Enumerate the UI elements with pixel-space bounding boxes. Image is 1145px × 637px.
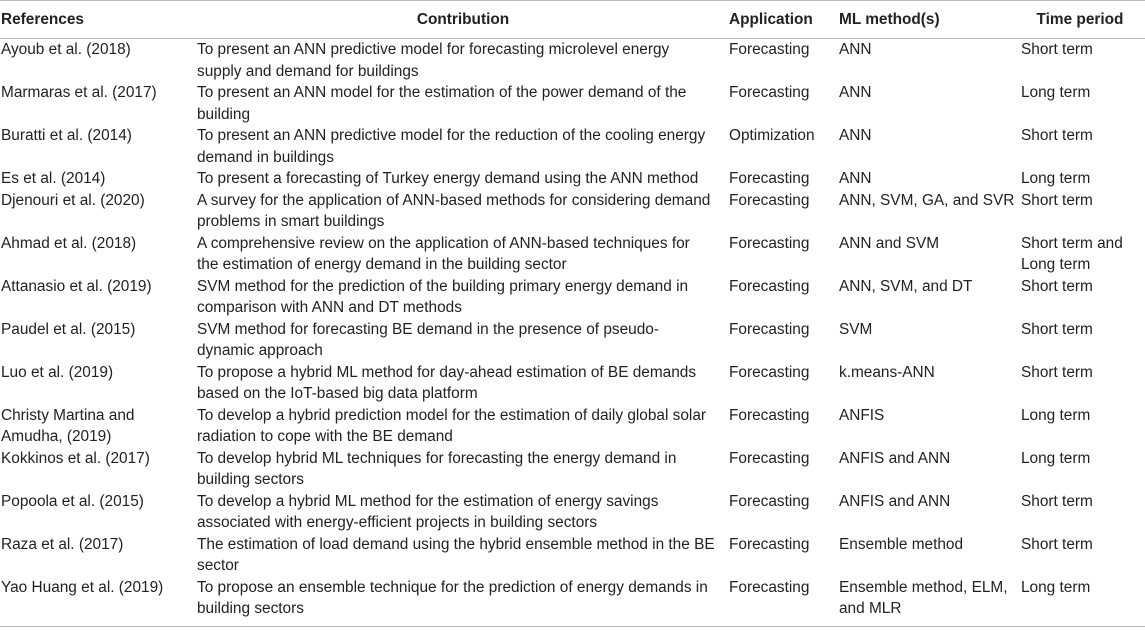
cell-reference: Es et al. (2014) bbox=[1, 170, 106, 187]
cell-ml-method: ANFIS and ANN bbox=[839, 492, 951, 510]
cell-reference: Yao Huang et al. (2019) bbox=[0, 577, 197, 627]
cell-contribution: To develop a hybrid ML method for the estimation of energy savings associated with energy-efficient projects in building sectors bbox=[197, 492, 659, 531]
cell-application: Optimization bbox=[729, 127, 815, 144]
table-row bbox=[0, 190, 1145, 233]
cell-time-period: Long term bbox=[1021, 577, 1145, 627]
cell-reference: Popoola et al. (2015) bbox=[1, 492, 144, 510]
cell-reference: Luo et al. (2019) bbox=[1, 363, 114, 381]
cell-time-period: Long term bbox=[1021, 84, 1091, 101]
table-row bbox=[0, 405, 1145, 448]
cell-contribution: To present an ANN predictive model for the reduction of the cooling energy demand in buildings bbox=[197, 127, 706, 166]
cell-reference: Ayoub et al. (2018) bbox=[1, 41, 131, 58]
cell-time-period: Long term bbox=[1021, 170, 1091, 187]
table-row bbox=[0, 448, 1145, 491]
cell-application: Forecasting bbox=[729, 320, 810, 338]
cell-time-period: Long term bbox=[1021, 449, 1091, 467]
table-row bbox=[0, 125, 1145, 168]
cell-application: Forecasting bbox=[729, 84, 810, 101]
table-row bbox=[0, 362, 1145, 405]
cell-application: Forecasting bbox=[729, 535, 810, 553]
cell-application: Forecasting bbox=[729, 406, 810, 424]
cell-time-period: Short term bbox=[1021, 535, 1093, 553]
header-ml-methods: ML method(s) bbox=[834, 1, 1021, 39]
header-application: Application bbox=[729, 1, 834, 39]
table-row bbox=[0, 276, 1145, 319]
table-row bbox=[0, 534, 1145, 577]
cell-time-period: Short term bbox=[1021, 41, 1093, 58]
cell-application: Forecasting bbox=[729, 492, 810, 510]
cell-contribution: SVM method for forecasting BE demand in the presence of pseudo-dynamic approach bbox=[197, 320, 659, 359]
cell-application: Forecasting bbox=[729, 577, 834, 627]
cell-reference: Raza et al. (2017) bbox=[1, 535, 124, 553]
cell-ml-method: ANN and SVM bbox=[839, 234, 940, 252]
cell-application: Forecasting bbox=[729, 234, 810, 252]
table-row bbox=[0, 491, 1145, 534]
cell-ml-method: ANN bbox=[839, 170, 872, 187]
header-references: References bbox=[0, 1, 197, 39]
header-contribution: Contribution bbox=[197, 1, 729, 39]
cell-contribution: To develop a hybrid prediction model for the estimation of daily global solar radiation to cope with the BE demand bbox=[197, 406, 707, 445]
cell-application: Forecasting bbox=[729, 277, 810, 295]
cell-contribution: To propose a hybrid ML method for day-ahead estimation of BE demands based on the IoT-based big data platform bbox=[197, 363, 697, 402]
header-time-period: Time period bbox=[1021, 1, 1145, 39]
cell-time-period: Short term bbox=[1021, 277, 1093, 295]
cell-time-period: Short term bbox=[1021, 191, 1093, 209]
table-row bbox=[0, 233, 1145, 276]
cell-contribution: SVM method for the prediction of the building primary energy demand in comparison with ANN and DT methods bbox=[197, 277, 689, 316]
cell-contribution: A survey for the application of ANN-based methods for considering demand problems in smart buildings bbox=[197, 191, 711, 230]
cell-contribution: To present an ANN predictive model for forecasting microlevel energy supply and demand for buildings bbox=[197, 41, 670, 80]
cell-ml-method: ANN, SVM, GA, and SVR bbox=[839, 191, 1015, 209]
cell-ml-method: SVM bbox=[839, 320, 873, 338]
cell-time-period: Long term bbox=[1021, 406, 1091, 424]
cell-reference: Kokkinos et al. (2017) bbox=[1, 449, 150, 467]
cell-application: Forecasting bbox=[729, 363, 810, 381]
cell-application: Forecasting bbox=[729, 449, 810, 467]
cell-ml-method: Ensemble method bbox=[839, 535, 964, 553]
cell-time-period: Short term bbox=[1021, 127, 1093, 144]
cell-reference: Paudel et al. (2015) bbox=[1, 320, 136, 338]
cell-application: Forecasting bbox=[729, 170, 810, 187]
cell-reference: Buratti et al. (2014) bbox=[1, 127, 132, 144]
cell-contribution: To propose an ensemble technique for the prediction of energy demands in building sectors bbox=[197, 577, 729, 627]
cell-reference: Djenouri et al. (2020) bbox=[1, 191, 145, 209]
cell-contribution: To develop hybrid ML techniques for forecasting the energy demand in building sectors bbox=[197, 449, 677, 488]
table-row bbox=[0, 319, 1145, 362]
cell-ml-method: ANFIS and ANN bbox=[839, 449, 951, 467]
cell-ml-method: ANN bbox=[839, 84, 872, 101]
cell-contribution: To present a forecasting of Turkey energy demand using the ANN method bbox=[197, 170, 699, 187]
cell-ml-method: Ensemble method, ELM, and MLR bbox=[834, 577, 1021, 627]
cell-ml-method: k.means-ANN bbox=[839, 363, 935, 381]
cell-time-period: Short term and Long term bbox=[1021, 234, 1123, 273]
table-row bbox=[0, 577, 1145, 627]
cell-contribution: The estimation of load demand using the hybrid ensemble method in the BE sector bbox=[197, 535, 715, 574]
cell-time-period: Short term bbox=[1021, 492, 1093, 510]
table-row bbox=[0, 82, 1145, 125]
cell-ml-method: ANN, SVM, and DT bbox=[839, 277, 973, 295]
cell-contribution: A comprehensive review on the application of ANN-based techniques for the estimation of energy demand in the building sector bbox=[197, 234, 690, 273]
cell-reference: Attanasio et al. (2019) bbox=[1, 277, 152, 295]
cell-ml-method: ANFIS bbox=[839, 406, 885, 424]
cell-reference: Christy Martina and Amudha, (2019) bbox=[1, 406, 135, 445]
cell-contribution: To present an ANN model for the estimation of the power demand of the building bbox=[197, 84, 687, 123]
cell-application: Forecasting bbox=[729, 41, 810, 58]
table-row bbox=[0, 168, 1145, 190]
cell-reference: Ahmad et al. (2018) bbox=[1, 234, 137, 252]
cell-time-period: Short term bbox=[1021, 363, 1093, 381]
table-header-row bbox=[0, 1, 1145, 39]
cell-application: Forecasting bbox=[729, 191, 810, 209]
cell-time-period: Short term bbox=[1021, 320, 1093, 338]
cell-ml-method: ANN bbox=[839, 41, 872, 58]
cell-ml-method: ANN bbox=[839, 127, 872, 144]
table-row bbox=[0, 39, 1145, 83]
cell-reference: Marmaras et al. (2017) bbox=[1, 84, 157, 101]
